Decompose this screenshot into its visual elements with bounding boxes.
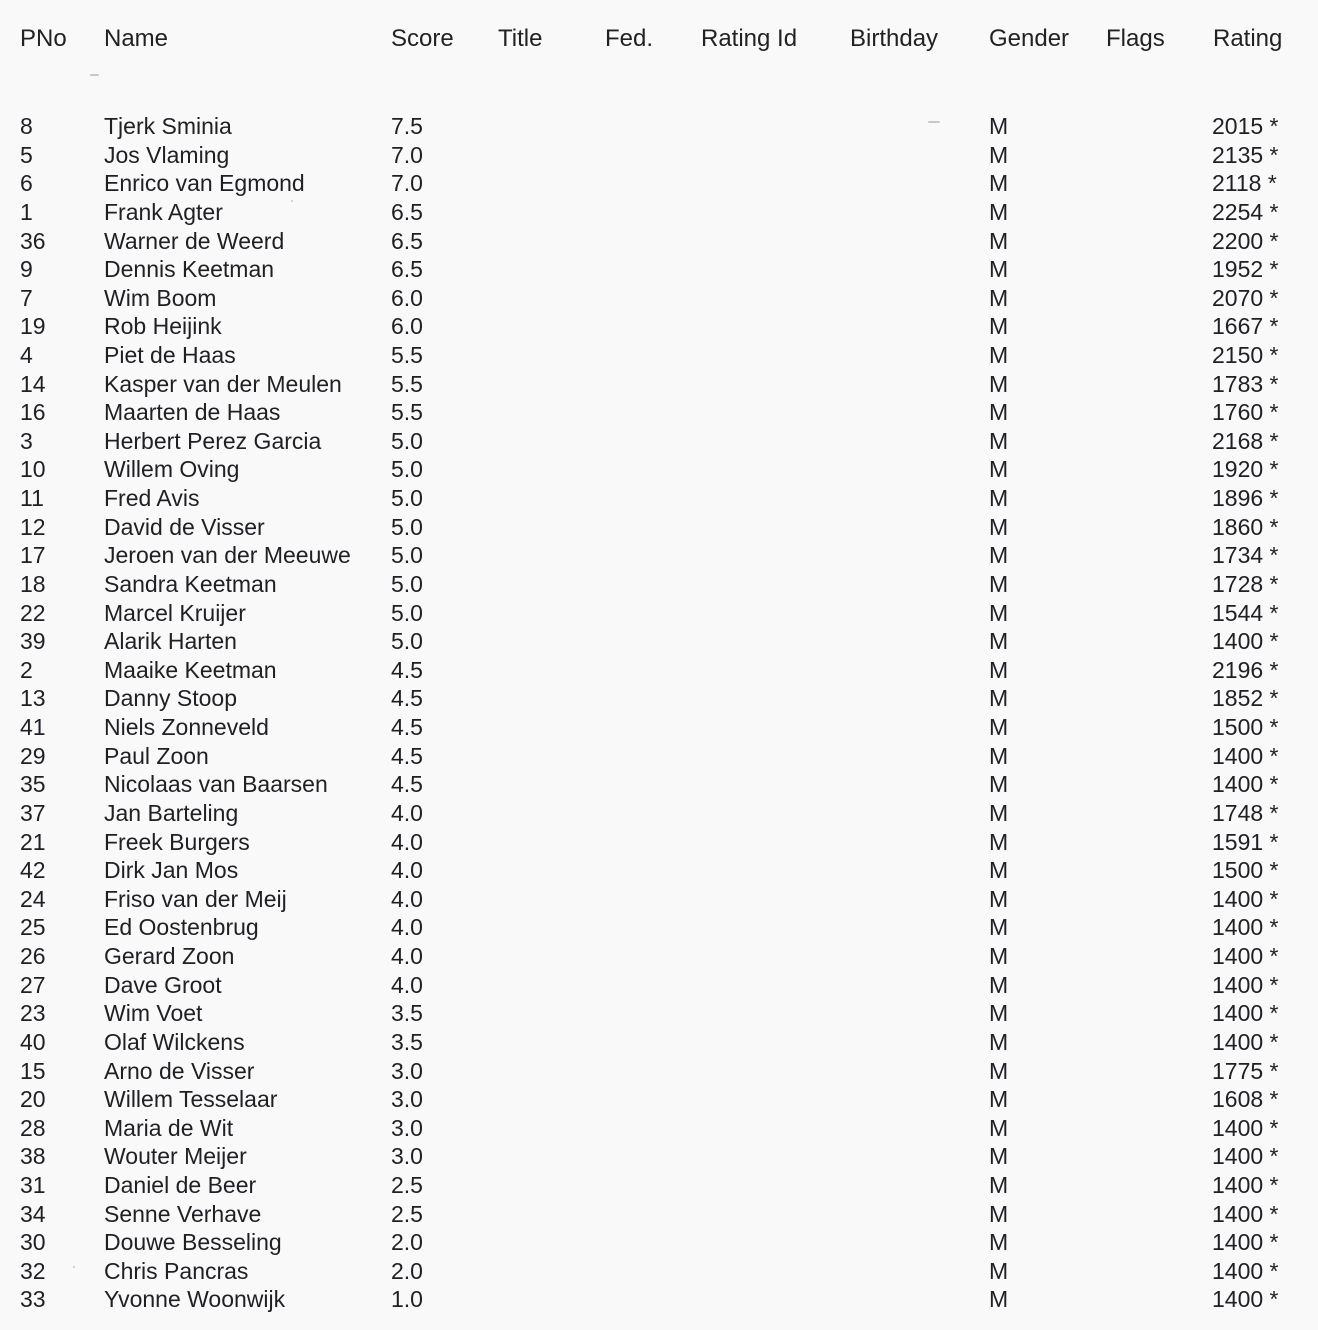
table-row [0, 198, 1318, 226]
cell-rating: 1544 * [1212, 599, 1279, 626]
cell-name: Paul Zoon [104, 742, 209, 769]
cell-name: Willem Oving [104, 456, 240, 483]
table-row [0, 541, 1318, 569]
cell-name: Friso van der Meij [104, 885, 287, 912]
cell-name: Piet de Haas [104, 342, 236, 368]
cell-pno: 6 [20, 170, 33, 197]
cell-score: 5.0 [391, 513, 423, 540]
cell-name: Wim Voet [104, 1000, 203, 1027]
cell-rating: 1400 * [1212, 914, 1279, 941]
table-row [0, 513, 1318, 541]
cell-pno: 23 [20, 1000, 46, 1027]
cell-score: 1.0 [391, 1286, 423, 1313]
cell-name: Maria de Wit [104, 1114, 234, 1141]
cell-gender: M [989, 1286, 1009, 1313]
header-fed: Fed. [605, 25, 654, 52]
cell-pno: 41 [20, 714, 46, 740]
cell-pno: 34 [20, 1200, 46, 1227]
cell-gender: M [989, 342, 1009, 368]
cell-score: 4.0 [391, 971, 423, 998]
cell-rating: 1400 * [1212, 1286, 1279, 1313]
cell-score: 3.0 [391, 1057, 423, 1084]
cell-rating: 1591 * [1212, 828, 1279, 855]
table-row [0, 1171, 1318, 1199]
scan-speck [90, 74, 99, 76]
cell-pno: 8 [20, 113, 33, 139]
cell-pno: 31 [20, 1171, 46, 1198]
header-birthday: Birthday [850, 25, 939, 52]
cell-score: 4.5 [391, 685, 423, 712]
cell-rating: 1400 * [1212, 885, 1279, 912]
cell-pno: 38 [20, 1143, 46, 1170]
scan-speck [73, 1266, 75, 1268]
cell-name: Warner de Weerd [104, 227, 285, 254]
table-row [0, 255, 1318, 283]
table-row [0, 1085, 1318, 1113]
table-row [0, 427, 1318, 455]
cell-score: 5.0 [391, 599, 423, 626]
cell-score: 5.0 [391, 570, 423, 597]
cell-pno: 40 [20, 1028, 46, 1055]
cell-score: 5.0 [391, 628, 423, 655]
cell-score: 3.0 [391, 1086, 423, 1113]
cell-score: 4.5 [391, 714, 423, 740]
cell-score: 4.0 [391, 943, 423, 969]
cell-rating: 1728 * [1212, 570, 1279, 597]
cell-pno: 7 [20, 284, 33, 311]
cell-score: 5.0 [391, 542, 423, 569]
cell-rating: 1400 * [1212, 971, 1279, 998]
scan-speck [291, 200, 293, 202]
cell-gender: M [989, 943, 1009, 969]
cell-score: 6.5 [391, 198, 423, 225]
cell-gender: M [989, 485, 1009, 512]
cell-score: 6.5 [391, 256, 423, 283]
cell-name: Dirk Jan Mos [104, 857, 239, 884]
cell-name: Freek Burgers [104, 828, 250, 855]
cell-name: Danny Stoop [104, 685, 237, 712]
cell-gender: M [989, 714, 1009, 740]
cell-rating: 1608 * [1212, 1086, 1279, 1113]
cell-pno: 25 [20, 914, 46, 941]
table-row [0, 1057, 1318, 1085]
table-row [0, 684, 1318, 712]
cell-gender: M [989, 399, 1009, 426]
cell-pno: 32 [20, 1257, 46, 1284]
cell-gender: M [989, 1086, 1009, 1113]
cell-rating: 1400 * [1212, 771, 1279, 798]
cell-gender: M [989, 170, 1009, 197]
cell-name: Nicolaas van Baarsen [104, 771, 328, 798]
cell-pno: 16 [20, 399, 46, 426]
cell-score: 2.5 [391, 1200, 423, 1227]
cell-pno: 13 [20, 685, 46, 712]
table-row [0, 284, 1318, 312]
cell-name: Dave Groot [104, 971, 222, 998]
cell-pno: 22 [20, 599, 46, 626]
cell-name: Jos Vlaming [104, 141, 230, 168]
cell-pno: 17 [20, 542, 46, 569]
cell-rating: 1860 * [1212, 513, 1279, 540]
cell-rating: 2118 * [1212, 170, 1277, 197]
cell-score: 3.5 [391, 1028, 423, 1055]
cell-name: Frank Agter [104, 198, 223, 225]
cell-name: Olaf Wilckens [104, 1028, 245, 1055]
cell-rating: 1852 * [1212, 685, 1279, 712]
cell-score: 4.5 [391, 771, 423, 798]
header-pno: PNo [20, 25, 67, 52]
cell-name: Rob Heijink [104, 313, 222, 340]
cell-pno: 5 [20, 141, 33, 168]
cell-pno: 39 [20, 628, 46, 655]
cell-gender: M [989, 971, 1009, 998]
cell-gender: M [989, 685, 1009, 712]
cell-score: 2.0 [391, 1229, 423, 1256]
cell-gender: M [989, 1171, 1009, 1198]
cell-rating: 1734 * [1212, 542, 1279, 569]
cell-pno: 14 [20, 370, 46, 397]
cell-pno: 20 [20, 1086, 46, 1113]
header-score: Score [391, 25, 454, 52]
cell-rating: 1400 * [1212, 1200, 1279, 1227]
cell-gender: M [989, 284, 1009, 311]
table-row [0, 856, 1318, 884]
cell-name: Dennis Keetman [104, 256, 275, 283]
cell-gender: M [989, 599, 1009, 626]
cell-gender: M [989, 799, 1009, 826]
cell-rating: 1896 * [1212, 485, 1279, 512]
cell-pno: 2 [20, 656, 33, 683]
cell-pno: 42 [20, 857, 46, 884]
cell-rating: 2150 * [1212, 342, 1279, 368]
cell-name: Willem Tesselaar [104, 1086, 278, 1113]
cell-score: 5.0 [391, 456, 423, 483]
cell-score: 5.5 [391, 370, 423, 397]
table-row [0, 1142, 1318, 1170]
cell-score: 4.5 [391, 656, 423, 683]
cell-name: Maarten de Haas [104, 399, 281, 426]
table-row [0, 742, 1318, 770]
header-rating: Rating [1213, 25, 1283, 52]
cell-name: Ed Oostenbrug [104, 914, 259, 941]
cell-rating: 1667 * [1212, 313, 1279, 340]
cell-score: 4.0 [391, 857, 423, 884]
cell-pno: 37 [20, 799, 46, 826]
cell-score: 5.0 [391, 427, 423, 454]
cell-score: 6.0 [391, 313, 423, 340]
table-row [0, 455, 1318, 483]
cell-gender: M [989, 828, 1009, 855]
table-row [0, 227, 1318, 255]
cell-rating: 2196 * [1212, 656, 1279, 683]
cell-score: 6.0 [391, 284, 423, 311]
cell-gender: M [989, 313, 1009, 340]
cell-gender: M [989, 542, 1009, 569]
cell-gender: M [989, 370, 1009, 397]
cell-gender: M [989, 1057, 1009, 1084]
cell-score: 5.0 [391, 485, 423, 512]
cell-rating: 2015 * [1212, 113, 1279, 139]
cell-gender: M [989, 256, 1009, 283]
cell-pno: 11 [20, 485, 44, 512]
cell-name: Herbert Perez Garcia [104, 427, 322, 454]
cell-rating: 2135 * [1212, 141, 1279, 168]
table-row [0, 770, 1318, 798]
cell-gender: M [989, 656, 1009, 683]
cell-gender: M [989, 227, 1009, 254]
cell-score: 2.5 [391, 1171, 423, 1198]
cell-rating: 1775 * [1212, 1057, 1279, 1084]
cell-rating: 1400 * [1212, 628, 1279, 655]
cell-pno: 24 [20, 885, 46, 912]
cell-pno: 3 [20, 427, 33, 454]
table-row [0, 713, 1318, 741]
cell-score: 3.0 [391, 1143, 423, 1170]
table-row [0, 599, 1318, 627]
cell-rating: 1400 * [1212, 1028, 1279, 1055]
cell-name: Senne Verhave [104, 1200, 262, 1227]
cell-gender: M [989, 1143, 1009, 1170]
table-row [0, 312, 1318, 340]
cell-score: 4.5 [391, 742, 423, 769]
cell-score: 4.0 [391, 799, 423, 826]
cell-pno: 15 [20, 1057, 46, 1084]
table-row [0, 1114, 1318, 1142]
table-row [0, 828, 1318, 856]
cell-gender: M [989, 885, 1009, 912]
cell-pno: 21 [20, 828, 46, 855]
header-gender: Gender [989, 25, 1070, 52]
cell-score: 4.0 [391, 914, 423, 941]
cell-name: Tjerk Sminia [104, 113, 232, 139]
cell-name: Chris Pancras [104, 1257, 249, 1284]
cell-pno: 27 [20, 971, 46, 998]
cell-rating: 1400 * [1212, 1114, 1279, 1141]
cell-rating: 1500 * [1212, 714, 1279, 740]
cell-score: 4.0 [391, 828, 423, 855]
table-row [0, 112, 1318, 140]
table-row [0, 1200, 1318, 1228]
cell-rating: 1400 * [1212, 742, 1279, 769]
cell-score: 7.5 [391, 113, 423, 139]
cell-pno: 1 [20, 198, 33, 225]
table-row [0, 484, 1318, 512]
cell-rating: 1400 * [1212, 1000, 1279, 1027]
cell-score: 2.0 [391, 1257, 423, 1284]
cell-rating: 1748 * [1212, 799, 1279, 826]
cell-rating: 1400 * [1212, 1257, 1279, 1284]
cell-name: Fred Avis [104, 485, 200, 512]
cell-name: Yvonne Woonwijk [104, 1286, 286, 1313]
cell-name: Jan Barteling [104, 799, 239, 826]
table-row [0, 141, 1318, 169]
cell-name: Douwe Besseling [104, 1229, 282, 1256]
cell-rating: 1952 * [1212, 256, 1279, 283]
cell-gender: M [989, 113, 1009, 139]
cell-gender: M [989, 1028, 1009, 1055]
table-row [0, 370, 1318, 398]
cell-rating: 2070 * [1212, 284, 1279, 311]
cell-rating: 2254 * [1212, 198, 1279, 225]
cell-rating: 1920 * [1212, 456, 1279, 483]
table-row [0, 627, 1318, 655]
header-rating-id: Rating Id [701, 25, 798, 52]
cell-name: Kasper van der Meulen [104, 370, 342, 397]
cell-name: Sandra Keetman [104, 570, 277, 597]
cell-pno: 33 [20, 1286, 46, 1313]
cell-score: 3.0 [391, 1114, 423, 1141]
cell-rating: 1500 * [1212, 857, 1279, 884]
cell-gender: M [989, 1229, 1009, 1256]
cell-name: Daniel de Beer [104, 1171, 257, 1198]
cell-name: Maaike Keetman [104, 656, 277, 683]
cell-pno: 4 [20, 342, 33, 368]
cell-score: 7.0 [391, 170, 423, 197]
cell-gender: M [989, 742, 1009, 769]
cell-rating: 1760 * [1212, 399, 1279, 426]
cell-gender: M [989, 771, 1009, 798]
cell-name: Wouter Meijer [104, 1143, 247, 1170]
table-row [0, 341, 1318, 369]
table-row [0, 885, 1318, 913]
cell-score: 6.5 [391, 227, 423, 254]
table-row [0, 942, 1318, 970]
cell-name: Marcel Kruijer [104, 599, 246, 626]
cell-pno: 18 [20, 570, 46, 597]
cell-pno: 28 [20, 1114, 46, 1141]
table-row [0, 570, 1318, 598]
table-row [0, 398, 1318, 426]
cell-gender: M [989, 198, 1009, 225]
cell-gender: M [989, 1114, 1009, 1141]
cell-score: 5.5 [391, 399, 423, 426]
cell-name: Gerard Zoon [104, 943, 235, 969]
cell-gender: M [989, 1257, 1009, 1284]
cell-name: Arno de Visser [104, 1057, 255, 1084]
cell-gender: M [989, 456, 1009, 483]
header-name: Name [104, 25, 169, 52]
cell-name: Niels Zonneveld [104, 714, 269, 740]
cell-rating: 1400 * [1212, 1229, 1279, 1256]
cell-pno: 35 [20, 771, 46, 798]
cell-score: 7.0 [391, 141, 423, 168]
header-title: Title [498, 25, 543, 52]
table-row [0, 799, 1318, 827]
table-row [0, 971, 1318, 999]
cell-pno: 10 [20, 456, 46, 483]
cell-name: Alarik Harten [104, 628, 237, 655]
table-row [0, 169, 1318, 197]
cell-gender: M [989, 914, 1009, 941]
table-row [0, 1028, 1318, 1056]
cell-name: Jeroen van der Meeuwe [104, 542, 351, 569]
cell-gender: M [989, 857, 1009, 884]
header-flags: Flags [1106, 25, 1165, 52]
cell-rating: 2168 * [1212, 427, 1279, 454]
cell-pno: 29 [20, 742, 46, 769]
cell-pno: 19 [20, 313, 46, 340]
cell-gender: M [989, 141, 1009, 168]
cell-pno: 30 [20, 1229, 46, 1256]
cell-pno: 26 [20, 943, 46, 969]
table-row [0, 913, 1318, 941]
cell-rating: 1400 * [1212, 1143, 1279, 1170]
cell-gender: M [989, 513, 1009, 540]
cell-gender: M [989, 628, 1009, 655]
cell-rating: 1783 * [1212, 370, 1279, 397]
cell-name: David de Visser [104, 513, 265, 540]
cell-score: 5.5 [391, 342, 423, 368]
cell-gender: M [989, 1000, 1009, 1027]
cell-pno: 36 [20, 227, 46, 254]
table-row [0, 1257, 1318, 1285]
table-row [0, 1228, 1318, 1256]
cell-rating: 1400 * [1212, 943, 1279, 969]
table-row [0, 1285, 1318, 1313]
cell-name: Wim Boom [104, 284, 217, 311]
cell-score: 4.0 [391, 885, 423, 912]
cell-gender: M [989, 427, 1009, 454]
cell-pno: 9 [20, 256, 33, 283]
scan-speck [928, 121, 940, 123]
cell-gender: M [989, 1200, 1009, 1227]
cell-rating: 2200 * [1212, 227, 1279, 254]
cell-score: 3.5 [391, 1000, 423, 1027]
table-row [0, 656, 1318, 684]
cell-name: Enrico van Egmond [104, 170, 305, 197]
cell-rating: 1400 * [1212, 1171, 1279, 1198]
cell-gender: M [989, 570, 1009, 597]
table-row [0, 999, 1318, 1027]
cell-pno: 12 [20, 513, 46, 540]
